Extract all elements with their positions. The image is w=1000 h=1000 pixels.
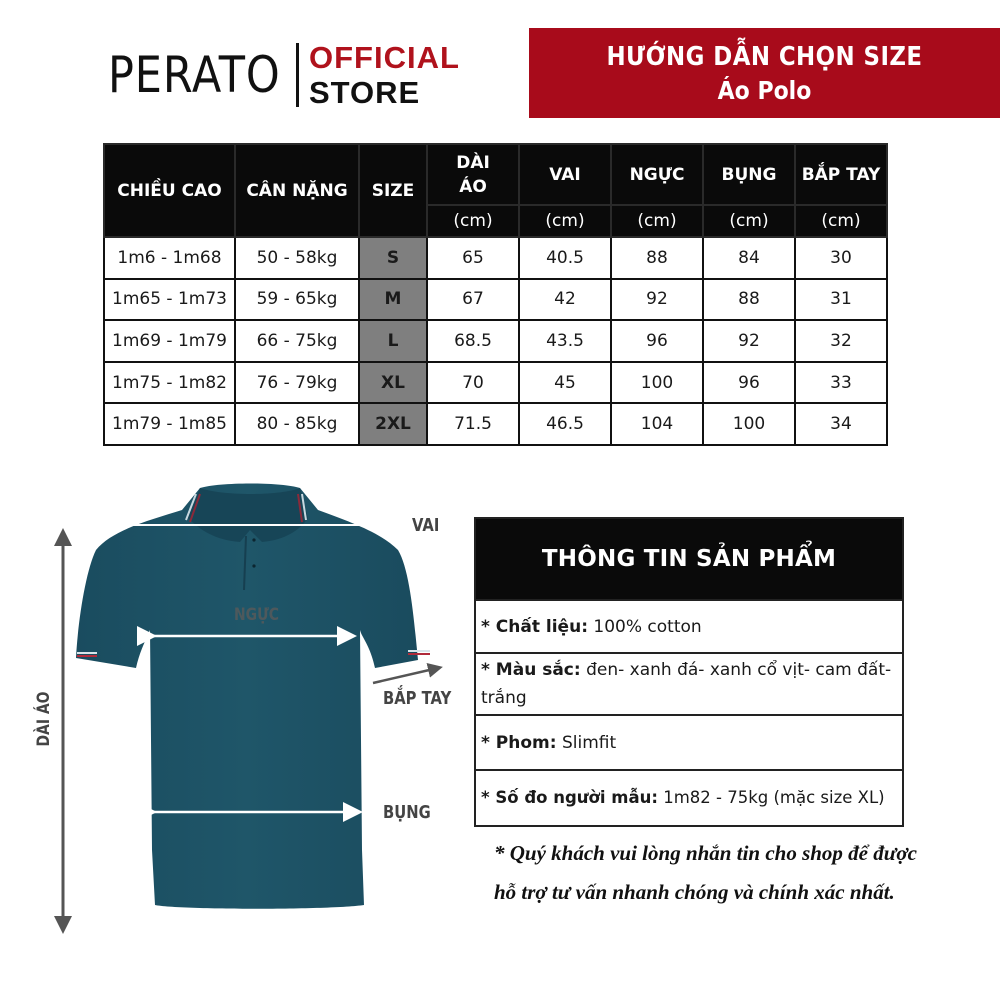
brand-logo (108, 42, 460, 108)
unit-belly: (cm) (703, 205, 795, 237)
polo-shirt-diagram (0, 470, 470, 960)
cell-size: S (359, 237, 427, 279)
cell-weight: 76 - 79kg (235, 362, 359, 404)
info-row-material (476, 599, 902, 652)
product-info-title: THÔNG TIN SẢN PHẨM (476, 519, 902, 599)
header-weight: CÂN NẶNG (235, 144, 359, 237)
brand-divider (296, 43, 299, 107)
brand-store-block (309, 42, 460, 108)
cell-size: 2XL (359, 403, 427, 445)
cell-weight: 50 - 58kg (235, 237, 359, 279)
product-info-panel (474, 517, 904, 827)
cell-shoulder: 46.5 (519, 403, 611, 445)
cell-shoulder: 45 (519, 362, 611, 404)
info-label: * Số đo người mẫu: (481, 788, 658, 807)
info-row-colors (476, 652, 902, 714)
header-height: CHIỀU CAO (104, 144, 235, 237)
shirt-body (76, 484, 418, 909)
cell-weight: 80 - 85kg (235, 403, 359, 445)
unit-arm: (cm) (795, 205, 887, 237)
page-title: HƯỚNG DẪN CHỌN SIZE (606, 41, 923, 72)
header-shoulder: VAI (519, 144, 611, 205)
cell-belly: 96 (703, 362, 795, 404)
cell-belly: 88 (703, 279, 795, 321)
cell-chest: 96 (611, 320, 703, 362)
size-guide-title-banner (529, 28, 1000, 118)
cell-arm: 32 (795, 320, 887, 362)
cell-chest: 100 (611, 362, 703, 404)
cell-belly: 100 (703, 403, 795, 445)
label-length-wrap (33, 685, 55, 755)
info-value: 1m82 - 75kg (mặc size XL) (657, 788, 885, 807)
cell-size: M (359, 279, 427, 321)
header-length-line1: DÀI (456, 152, 490, 173)
arm-arrow (373, 668, 438, 683)
cell-length: 70 (427, 362, 519, 404)
cell-size: XL (359, 362, 427, 404)
cell-belly: 92 (703, 320, 795, 362)
unit-shoulder: (cm) (519, 205, 611, 237)
header-arm: BẮP TAY (795, 144, 887, 205)
cell-weight: 66 - 75kg (235, 320, 359, 362)
table-row (104, 279, 887, 321)
header-length-line2: ÁO (459, 176, 487, 197)
cell-length: 65 (427, 237, 519, 279)
polo-shirt-illustration (0, 470, 470, 960)
cell-chest: 88 (611, 237, 703, 279)
cell-height: 1m79 - 1m85 (104, 403, 235, 445)
info-value: đen- xanh đá- xanh cổ vịt- cam đất- trắng (481, 660, 892, 708)
table-row (104, 320, 887, 362)
contact-note: * Quý khách vui lòng nhắn tin cho shop để được hỗ trợ tư vấn nhanh chóng và chính xác nhất. (494, 841, 917, 904)
info-row-fit (476, 714, 902, 769)
cell-arm: 33 (795, 362, 887, 404)
table-row (104, 237, 887, 279)
info-value: Slimfit (556, 732, 617, 753)
cell-belly: 84 (703, 237, 795, 279)
header-length (427, 144, 519, 205)
cell-height: 1m6 - 1m68 (104, 237, 235, 279)
cell-shoulder: 42 (519, 279, 611, 321)
brand-store-text: STORE (309, 75, 421, 110)
label-shoulder: VAI (412, 515, 440, 536)
info-row-model (476, 769, 902, 825)
cell-height: 1m75 - 1m82 (104, 362, 235, 404)
cell-arm: 31 (795, 279, 887, 321)
cell-length: 67 (427, 279, 519, 321)
brand-official-text: OFFICIAL (309, 40, 460, 75)
cell-shoulder: 43.5 (519, 320, 611, 362)
size-chart-table (103, 143, 888, 446)
page-subtitle: Áo Polo (717, 75, 812, 105)
header-chest: NGỰC (611, 144, 703, 205)
cell-weight: 59 - 65kg (235, 279, 359, 321)
table-row (104, 362, 887, 404)
cell-size: L (359, 320, 427, 362)
cell-height: 1m65 - 1m73 (104, 279, 235, 321)
info-label: * Màu sắc: (481, 660, 581, 680)
cell-shoulder: 40.5 (519, 237, 611, 279)
label-length: DÀI ÁO (34, 691, 54, 747)
label-chest: NGỰC (234, 605, 279, 625)
cell-arm: 34 (795, 403, 887, 445)
label-arm: BẮP TAY (383, 688, 452, 709)
unit-chest: (cm) (611, 205, 703, 237)
table-row (104, 403, 887, 445)
info-label: * Phom: (481, 732, 557, 753)
header-size: SIZE (359, 144, 427, 237)
unit-length: (cm) (427, 205, 519, 237)
label-belly: BỤNG (383, 802, 431, 823)
cell-arm: 30 (795, 237, 887, 279)
cell-length: 68.5 (427, 320, 519, 362)
cell-length: 71.5 (427, 403, 519, 445)
cell-chest: 92 (611, 279, 703, 321)
cell-chest: 104 (611, 403, 703, 445)
cell-height: 1m69 - 1m79 (104, 320, 235, 362)
header-belly: BỤNG (703, 144, 795, 205)
info-value: 100% cotton (588, 616, 702, 637)
info-label: * Chất liệu: (481, 616, 588, 637)
brand-name: PERATO (108, 46, 281, 104)
